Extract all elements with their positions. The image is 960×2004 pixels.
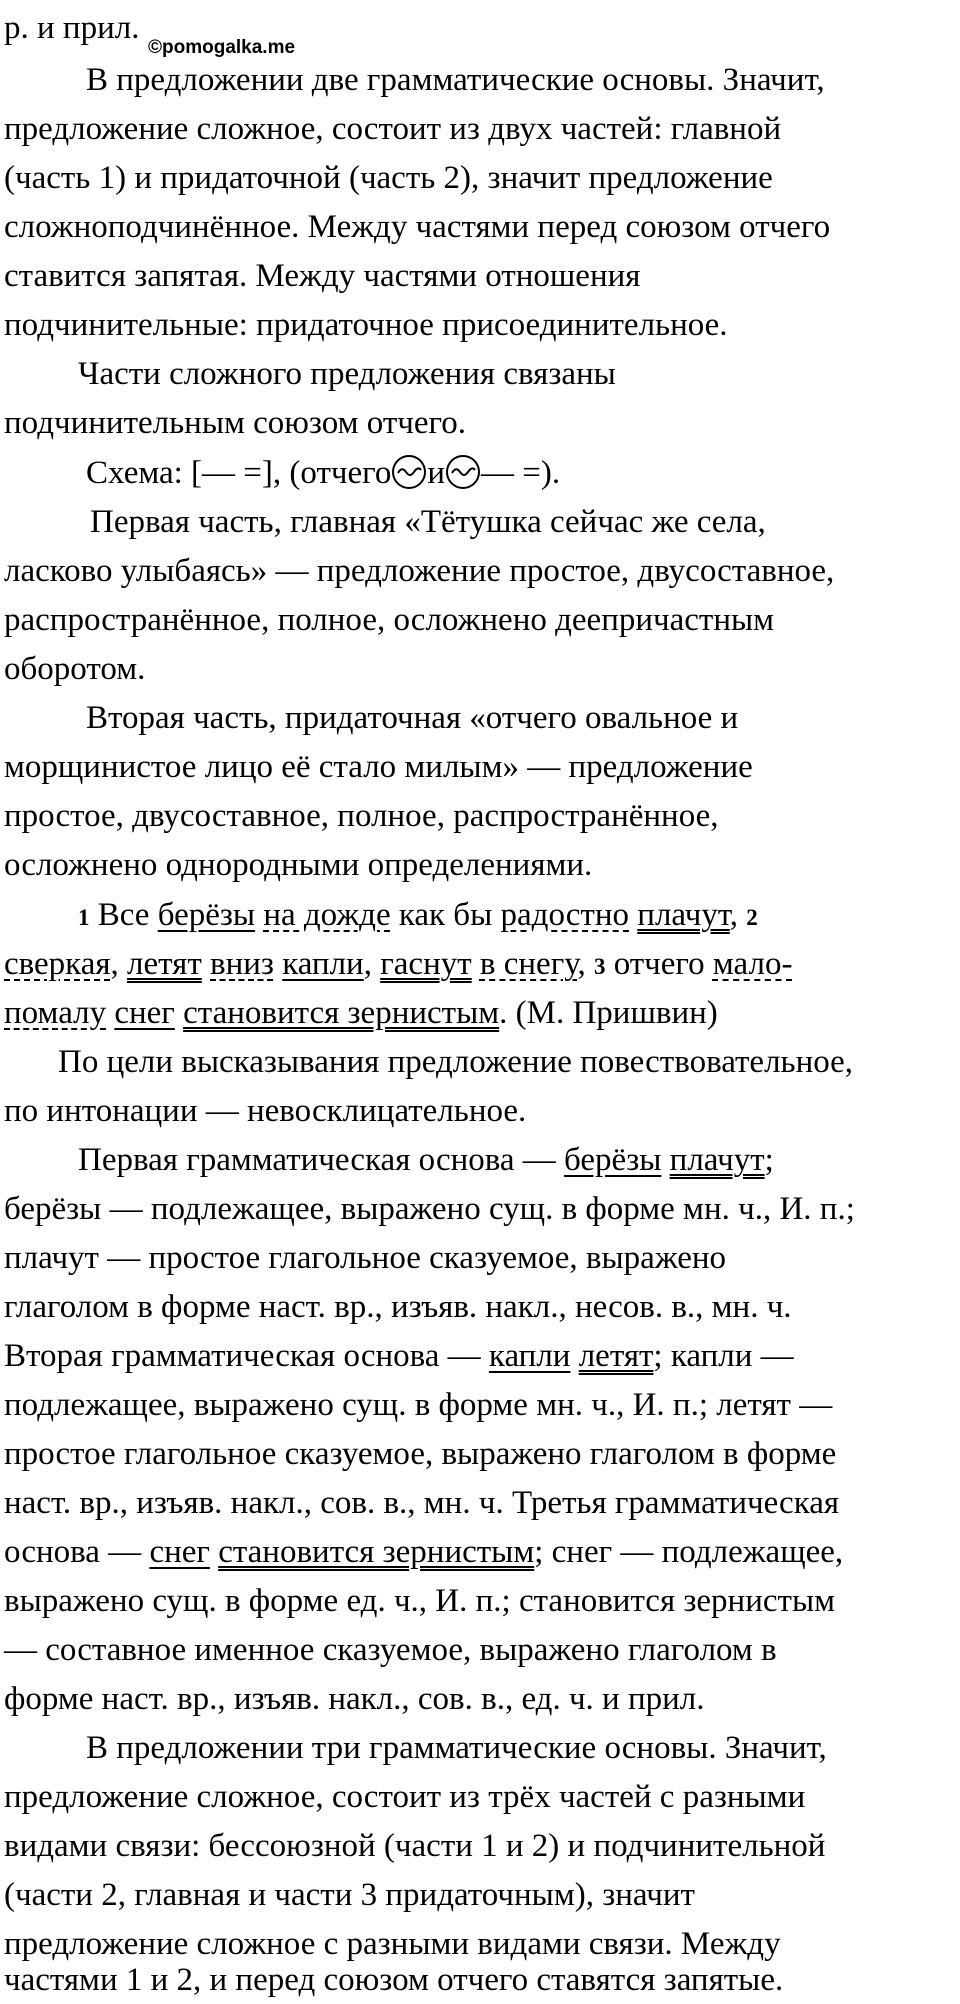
adverbial-word: помалу (4, 995, 107, 1031)
text-line-33: выражено сущ. в форме ед. ч., И. п.; становится зернистым (4, 1583, 835, 1619)
part-number-2: 2 (746, 905, 758, 930)
text-line-22: По цели высказывания предложение повествовательное, (58, 1044, 854, 1080)
text-line-39: (части 2, главная и части 3 придаточным), значит (4, 1877, 695, 1913)
part-number-1: 1 (78, 905, 90, 930)
basis-tail: ; снег — подлежащее, (534, 1534, 844, 1570)
example-word: отчего (613, 946, 705, 982)
scheme-part-a: Схема: [— =], (отчего (86, 455, 392, 491)
basis-line-3 (4, 1528, 843, 1576)
text-line-15: Вторая часть, придаточная «отчего овальное и (86, 700, 739, 736)
adverbial-word: радостно (500, 897, 630, 933)
document-page (4, 0, 956, 2004)
example-author: . (М. Пришвин) (499, 995, 718, 1031)
predicate-word: гаснут (380, 946, 472, 982)
scheme-part-b: и (427, 455, 446, 491)
wavy-underline-circle-icon (445, 454, 481, 490)
text-line-9: подчинительным союзом отчего. (4, 405, 466, 441)
adverbial-word: на дожде (263, 897, 391, 933)
text-line-14: оборотом. (4, 651, 146, 687)
scheme-line (86, 449, 560, 497)
predicate-word: плачут (669, 1142, 765, 1178)
text-line-38: видами связи: бессоюзной (части 1 и 2) и подчинительной (4, 1828, 826, 1864)
punctuation: ; (764, 1142, 774, 1178)
adverbial-word: сверкая (4, 946, 111, 982)
text-line-13: распространённое, полное, осложнено деепричастным (4, 602, 775, 638)
basis-tail: ; капли — (653, 1338, 794, 1374)
subject-word: берёзы (157, 897, 256, 933)
subject-word: снег (114, 995, 175, 1031)
subject-word: капли (488, 1338, 571, 1374)
text-line-36: В предложении три грамматические основы. Значит, (86, 1730, 827, 1766)
predicate-word: летят (127, 946, 202, 982)
adverbial-word: мало- (712, 946, 793, 982)
punctuation: , (577, 946, 586, 982)
part-number-3: 3 (593, 954, 606, 979)
text-line-29: подлежащее, выражено сущ. в форме мн. ч., И. п.; летят — (4, 1387, 833, 1423)
text-line-26: плачут — простое глагольное сказуемое, выражено (4, 1240, 727, 1276)
text-line-5: сложноподчинённое. Между частями перед союзом отчего (4, 209, 831, 245)
adverbial-word: в снегу (479, 946, 578, 982)
text-line-37: предложение сложное, состоит из трёх частей с разными (4, 1779, 806, 1815)
text-line-16: морщинистое лицо её стало милым» — предложение (4, 749, 753, 785)
text-line-40: предложение сложное с разными видами связи. Между (4, 1926, 781, 1962)
subject-word: снег (149, 1534, 210, 1570)
text-line-18: осложнено однородными определениями. (4, 847, 593, 883)
text-line-4: (часть 1) и придаточной (часть 2), значит предложение (4, 160, 773, 196)
predicate-word: плачут (637, 897, 730, 933)
subject-word: берёзы (564, 1142, 662, 1178)
text-line-2: В предложении две грамматические основы. Значит, (86, 62, 825, 98)
wavy-underline-circle-icon (391, 454, 427, 490)
text-line-11: Первая часть, главная «Тётушка сейчас же села, (90, 504, 766, 540)
predicate-word: становится зернистым (183, 995, 500, 1031)
subject-word: капли (282, 946, 364, 982)
basis-line-1 (78, 1136, 774, 1184)
text-line-27: глаголом в форме наст. вр., изъяв. накл., несов. в., мн. ч. (4, 1289, 792, 1325)
predicate-word: летят (578, 1338, 654, 1374)
text-line-34: — составное именное сказуемое, выражено глаголом в (4, 1632, 777, 1668)
predicate-word: становится зернистым (218, 1534, 535, 1570)
basis-intro: Первая грамматическая основа — (78, 1142, 556, 1178)
watermark: ©pomogalka.me (148, 37, 296, 58)
text-line-6: ставится запятая. Между частями отношения (4, 258, 641, 294)
text-line-1: р. и прил. (4, 10, 140, 46)
text-line-31: наст. вр., изъяв. накл., сов. в., мн. ч. Третья грамматическая (4, 1485, 840, 1521)
example-word: как бы (398, 897, 493, 933)
basis-intro: Вторая грамматическая основа — (4, 1338, 481, 1374)
example-line-2 (4, 940, 792, 988)
scheme-part-c: — =). (481, 455, 561, 491)
text-line-41: частями 1 и 2, и перед союзом отчего ставятся запятые. (4, 1962, 784, 1998)
example-line-3 (4, 989, 718, 1037)
text-line-3: предложение сложное, состоит из двух частей: главной (4, 111, 782, 147)
text-line-12: ласково улыбаясь» — предложение простое, двусоставное, (4, 553, 835, 589)
text-line-23: по интонации — невосклицательное. (4, 1093, 527, 1129)
basis-line-2 (4, 1332, 794, 1380)
punctuation: , (729, 897, 739, 933)
text-line-7: подчинительные: придаточное присоединительное. (4, 307, 728, 343)
text-line-35: форме наст. вр., изъяв. накл., сов. в., ед. ч. и прил. (4, 1681, 705, 1717)
text-line-25: берёзы — подлежащее, выражено сущ. в форме мн. ч., И. п.; (4, 1191, 855, 1227)
basis-intro: основа — (4, 1534, 142, 1570)
text-line-8: Части сложного предложения связаны (78, 356, 616, 392)
punctuation: , (110, 946, 119, 982)
adverbial-word: вниз (210, 946, 274, 982)
example-line-1 (78, 891, 758, 939)
example-word: Все (97, 897, 150, 933)
text-line-30: простое глагольное сказуемое, выражено глаголом в форме (4, 1436, 837, 1472)
punctuation: , (363, 946, 372, 982)
text-line-17: простое, двусоставное, полное, распространённое, (4, 798, 719, 834)
